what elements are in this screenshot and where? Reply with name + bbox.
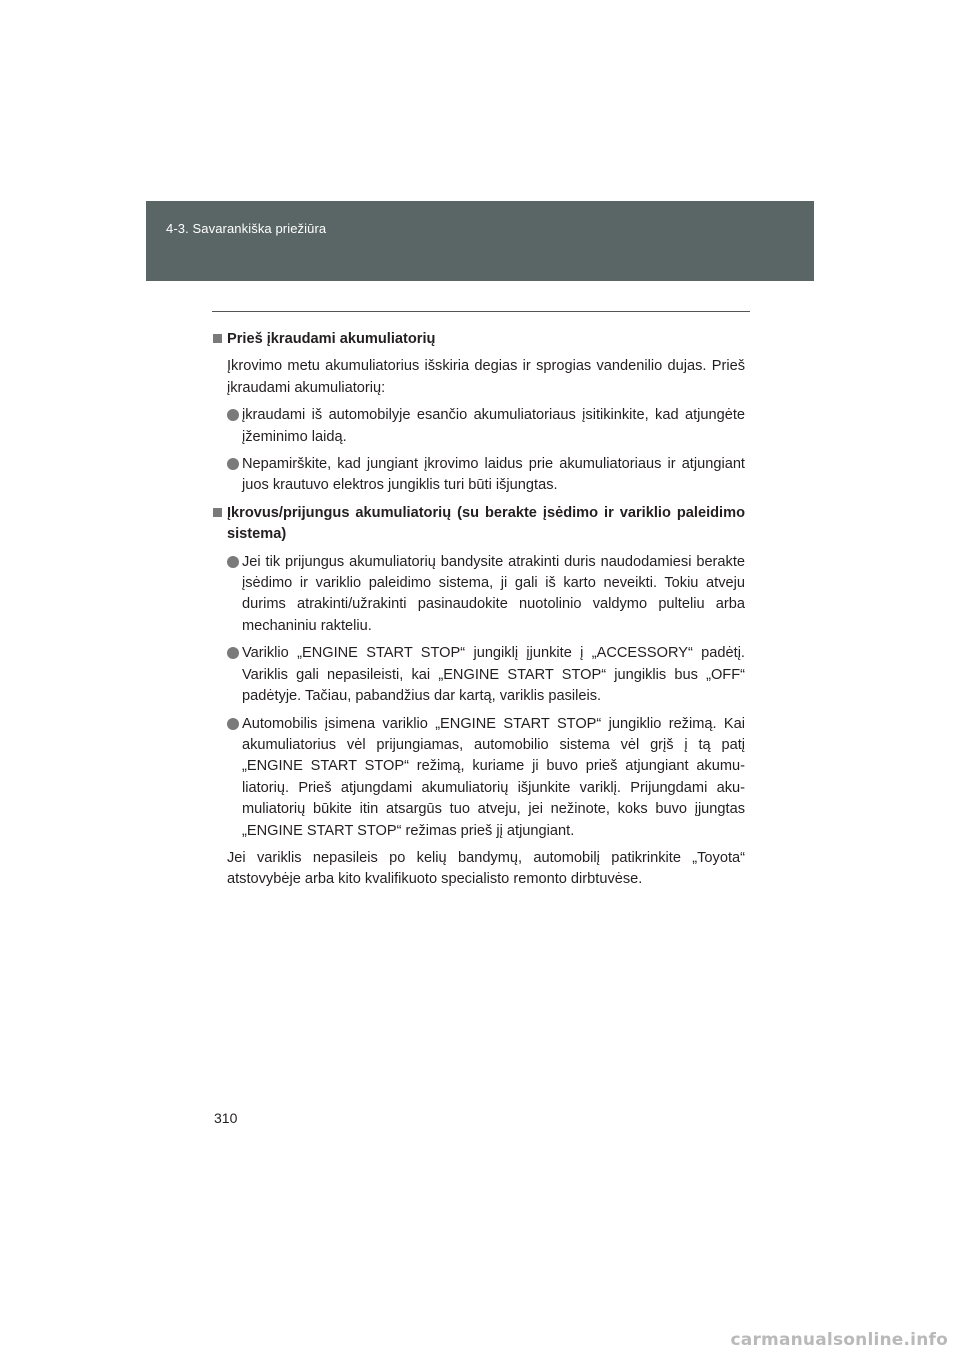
list-item — [212, 643, 745, 707]
circle-bullet-icon — [227, 647, 239, 659]
section-heading-text: Įkrovus/prijungus akumuliatorių (su berakte įsėdimo ir variklio paleidimo sistema) — [227, 504, 745, 543]
list-item-text: Automobilis įsimena variklio „ENGINE START STOP“ jungiklio režimą. Kai akumuliatorius vėl prijungiamas, automobilio sistema vėl grįš į tą patį „ENGINE START STOP“ režimą, kuriame ji buvo prieš atjungiant akumuliatorių. Prieš atjungdami akumuliatorių išjunkite variklį. Prijungdami akumuliatorių būkite itin atsargūs tuo atveju, jei nežinote, koks buvo įjungtas „ENGINE START STOP“ režimas prieš jį atjungiant. — [242, 715, 745, 839]
section-heading — [212, 329, 745, 350]
list-item-text: Jei tik prijungus akumuliatorių bandysite atrakinti duris naudodamiesi berakte įsėdimo ir variklio paleidimo sistema, ji gali iš karto neveikti. Tokiu atveju durims atrakinti/užrakinti pasinaudokite nuotolinio valdymo pulteliu arba mechaniniu rakteliu. — [242, 553, 745, 634]
section-intro: Įkrovimo metu akumuliatorius išskiria degias ir sprogias vandenilio dujas. Prieš įkraudami akumuliatorių: — [227, 358, 745, 396]
top-rule — [212, 311, 750, 312]
section-heading-text: Prieš įkraudami akumuliatorių — [227, 331, 436, 347]
square-bullet-icon — [213, 508, 222, 517]
watermark: carmanualsonline.info — [730, 1330, 948, 1350]
list-item-text: Variklio „ENGINE START STOP“ jungiklį įjunkite į „ACCESSORY“ padėtį. Variklis gali nepasileisti, kai „ENGINE START STOP“ jungiklis bus „OFF“ padėtyje. Tačiau, pabandžius dar kartą, variklis pasileis. — [242, 645, 745, 705]
list-item-text: įkraudami iš automobilyje esančio akumuliatoriaus įsitikinkite, kad atjungėte įžeminimo laidą. — [242, 407, 745, 445]
header-band — [146, 201, 814, 281]
square-bullet-icon — [213, 334, 222, 343]
list-item — [212, 454, 745, 497]
circle-bullet-icon — [227, 718, 239, 730]
list-item — [212, 552, 745, 638]
section-label: 4-3. Savarankiška priežiūra — [166, 221, 327, 236]
circle-bullet-icon — [227, 409, 239, 421]
circle-bullet-icon — [227, 556, 239, 568]
closing-paragraph: Jei variklis nepasileis po kelių bandymų, automobilį patikrinkite „Toyota“ atstovybėje arba kito kvalifikuoto specialisto remonto dirbtuvėse. — [227, 849, 745, 888]
page-content — [212, 329, 745, 897]
list-item — [212, 405, 745, 448]
list-item-text: Nepamirškite, kad jungiant įkrovimo laidus prie akumuliatoriaus ir atjungiant juos krautuvo elektros jungiklis turi būti išjungtas. — [242, 456, 745, 494]
list-item — [212, 714, 745, 842]
circle-bullet-icon — [227, 458, 239, 470]
section-heading — [212, 503, 745, 546]
page-number: 310 — [214, 1110, 238, 1126]
